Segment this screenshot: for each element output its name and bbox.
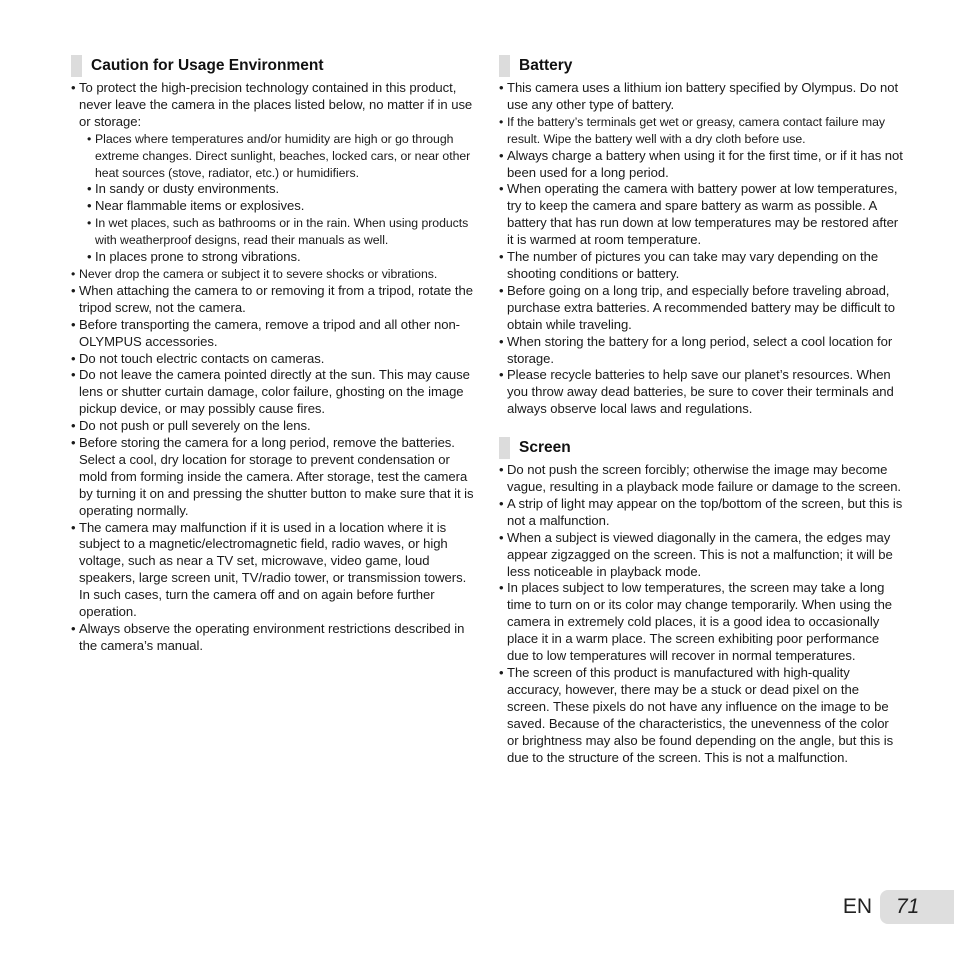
list-item: • Do not push or pull severely on the lens. — [71, 418, 475, 435]
list-item: • Always charge a battery when using it for the first time, or if it has not been used for a long period. — [499, 148, 903, 182]
section-title: Caution for Usage Environment — [91, 57, 324, 74]
list-item: • Do not push the screen forcibly; otherwise the image may become vague, resulting in a playback mode failure or damage to the screen. — [499, 462, 903, 496]
list-item: • This camera uses a lithium ion battery specified by Olympus. Do not use any other type of battery. — [499, 80, 903, 114]
list-item: • When operating the camera with battery power at low temperatures, try to keep the camera and spare battery as warm as possible. A battery that has run down at low temperatures may be restored after it is warmed at room temperature. — [499, 181, 903, 249]
list-item-text: To protect the high-precision technology contained in this product, never leave the camera in the places listed below, no matter if in use or storage: — [79, 80, 473, 129]
section-header-battery — [499, 55, 903, 77]
section-title: Screen — [519, 439, 571, 457]
places-sublist — [87, 131, 475, 266]
battery-list — [499, 80, 903, 418]
section-header-screen — [499, 437, 903, 459]
list-item: • Please recycle batteries to help save our planet’s resources. When you throw away dead batteries, be sure to cover their terminals and always observe local laws and regulations. — [499, 367, 903, 418]
usage-environment-list — [71, 80, 475, 655]
section-marker — [499, 55, 510, 77]
list-item: • Always observe the operating environment restrictions described in the camera’s manual. — [71, 621, 475, 655]
language-code: EN — [842, 895, 872, 918]
list-item: • The screen of this product is manufactured with high-quality accuracy, however, there may be a stuck or dead pixel on the screen. These pixels do not have any influence on the image to be saved. Because of the characteristics, the unevenness of the color or brightness may also be found depending on the angle, but this is due to the structure of the screen. This is not a malfunction. — [499, 665, 903, 766]
screen-list — [499, 462, 903, 766]
list-item: • When attaching the camera to or removing it from a tripod, rotate the tripod screw, not the camera. — [71, 283, 475, 317]
sublist-item: • Near flammable items or explosives. — [87, 198, 475, 215]
list-item: • Before going on a long trip, and especially before traveling abroad, purchase extra batteries. A recommended battery may be difficult to obtain while traveling. — [499, 283, 903, 334]
list-item: • In places subject to low temperatures, the screen may take a long time to turn on or its color may change temporarily. When using the camera in extremely cold places, it is a good idea to occasionally place it in a warm place. The screen exhibiting poor performance due to low temperatures will recover in normal temperatures. — [499, 580, 903, 665]
list-item: • The camera may malfunction if it is used in a location where it is subject to a magnetic/electromagnetic field, radio waves, or high voltage, such as near a TV set, microwave, video game, loud speakers, large screen unit, TV/radio tower, or transmission towers. In such cases, turn the camera off and on again before further operation. — [71, 520, 475, 621]
section-header-usage-environment — [71, 55, 475, 77]
list-item: • Do not leave the camera pointed directly at the sun. This may cause lens or shutter curtain damage, color failure, ghosting on the image pickup device, or may possibly cause fires. — [71, 367, 475, 418]
list-item: • A strip of light may appear on the top/bottom of the screen, but this is not a malfunction. — [499, 496, 903, 530]
list-item: • Before storing the camera for a long period, remove the batteries. Select a cool, dry location for storage to prevent condensation or mold from forming inside the camera. After storage, test the camera by turning it on and pressing the shutter button to make sure that it is operating normally. — [71, 435, 475, 520]
list-item: • The number of pictures you can take may vary depending on the shooting conditions or battery. — [499, 249, 903, 283]
page-footer — [843, 890, 954, 924]
list-item: • If the battery’s terminals get wet or greasy, camera contact failure may result. Wipe the battery well with a dry cloth before use. — [499, 114, 903, 148]
list-item: • When storing the battery for a long period, select a cool location for storage. — [499, 334, 903, 368]
section-marker — [71, 55, 82, 77]
list-item: • Do not touch electric contacts on cameras. — [71, 351, 475, 368]
page-number-tab — [880, 890, 954, 924]
section-spacer — [499, 418, 903, 437]
list-item — [71, 80, 475, 266]
sublist-item: • In sandy or dusty environments. — [87, 181, 475, 198]
sublist-item: • In wet places, such as bathrooms or in the rain. When using products with weatherproof designs, read their manuals as well. — [87, 215, 475, 249]
sublist-item: • Places where temperatures and/or humidity are high or go through extreme changes. Direct sunlight, beaches, locked cars, or near other heat sources (stove, radiator, etc.) or humidifiers. — [87, 131, 475, 182]
left-column — [71, 55, 475, 655]
section-title: Battery — [519, 57, 573, 74]
list-item: • Before transporting the camera, remove a tripod and all other non-OLYMPUS accessories. — [71, 317, 475, 351]
list-item: • When a subject is viewed diagonally in the camera, the edges may appear zigzagged on the screen. This is not a malfunction; it will be less noticeable in playback mode. — [499, 530, 903, 581]
sublist-item: • In places prone to strong vibrations. — [87, 249, 475, 266]
page-number: 71 — [896, 895, 920, 918]
section-marker — [499, 437, 510, 459]
list-item: • Never drop the camera or subject it to severe shocks or vibrations. — [71, 266, 475, 283]
right-column — [499, 55, 903, 766]
